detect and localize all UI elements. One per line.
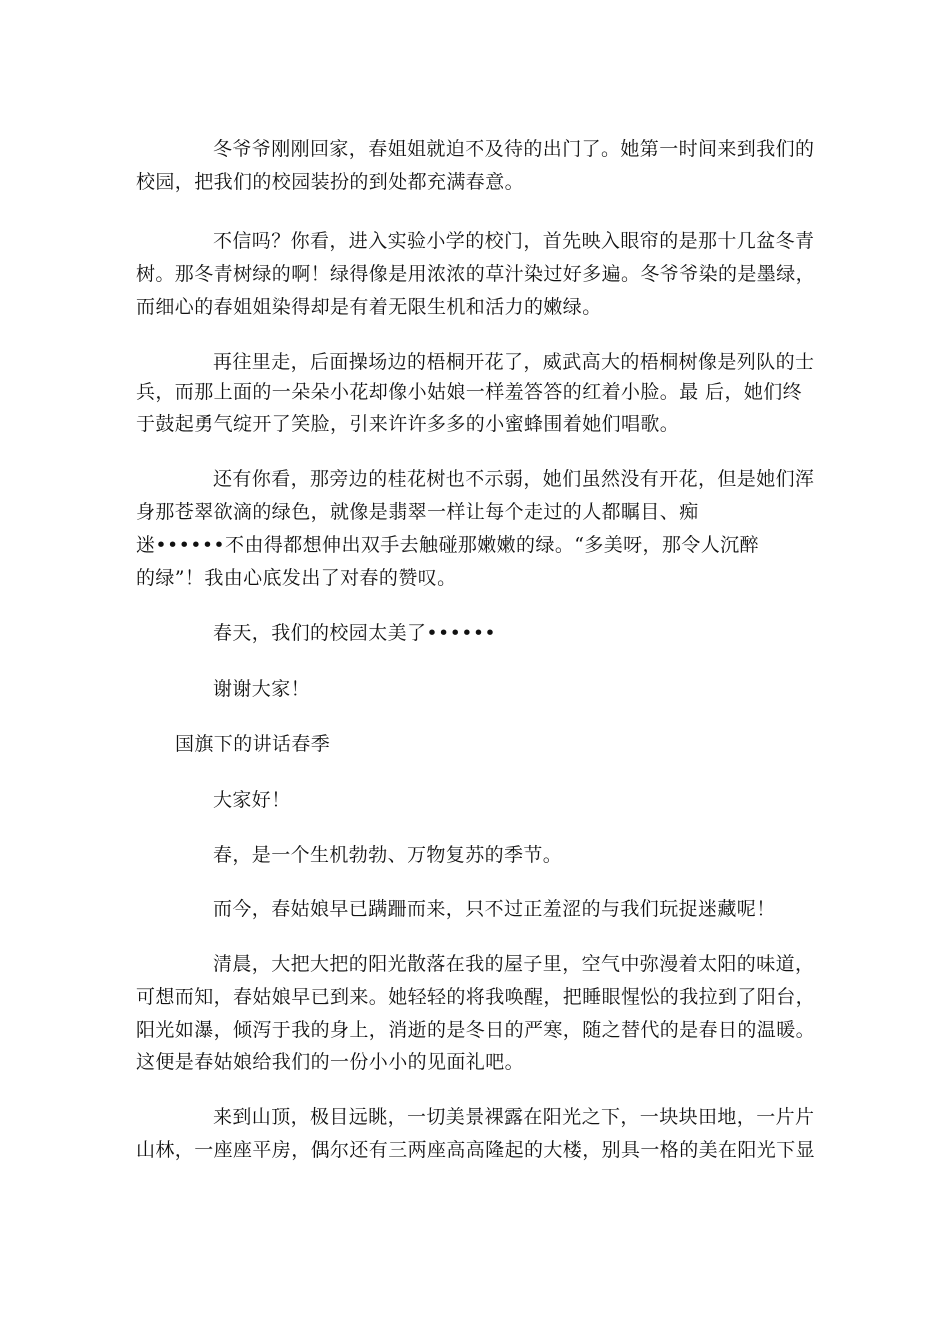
paragraph-2-line-3: 而细心的春姐姐染得却是有着无限生机和活力的嫩绿。 — [136, 296, 602, 318]
paragraph-10: 而今，春姑娘早已蹒跚而来，只不过正羞涩的与我们玩捉迷藏呢！ — [213, 898, 776, 920]
paragraph-5: 春天，我们的校园太美了•••••• — [213, 622, 497, 644]
section-heading: 国旗下的讲话春季 — [175, 733, 331, 755]
paragraph-12-line-2: 山林，一座座平房，偶尔还有三两座高高隆起的大楼，别具一格的美在阳光下显 — [136, 1139, 816, 1161]
paragraph-1-line-1: 冬爷爷刚刚回家，春姐姐就迫不及待的出门了。她第一时间来到我们的 — [213, 138, 815, 160]
paragraph-11-line-2: 可想而知，春姑娘早已到来。她轻轻的将我唤醒，把睡眼惺忪的我拉到了阳台， — [136, 986, 816, 1008]
paragraph-2-line-1: 不信吗？你看，进入实验小学的校门，首先映入眼帘的是那十几盆冬青 — [213, 230, 815, 252]
paragraph-3-line-3: 于鼓起勇气绽开了笑脸，引来许许多多的小蜜蜂围着她们唱歌。 — [136, 413, 680, 435]
paragraph-4-line-4: 的绿”！我由心底发出了对春的赞叹。 — [136, 567, 457, 589]
paragraph-3-line-2: 兵，而那上面的一朵朵小花却像小姑娘一样羞答答的红着小脸。最 后，她们终 — [136, 381, 803, 403]
paragraph-4-line-3: 迷••••••不由得都想伸出双手去触碰那嫩嫩的绿。“多美呀，那令人沉醉 — [136, 534, 759, 556]
paragraph-11-line-4: 这便是春姑娘给我们的一份小小的见面礼吧。 — [136, 1051, 525, 1073]
paragraph-9: 春，是一个生机勃勃、万物复苏的季节。 — [213, 844, 563, 866]
paragraph-11-line-1: 清晨，大把大把的阳光散落在我的屋子里，空气中弥漫着太阳的味道， — [213, 953, 815, 975]
paragraph-2-line-2: 树。那冬青树绿的啊！绿得像是用浓浓的草汁染过好多遍。冬爷爷染的是墨绿， — [136, 263, 816, 285]
greeting: 大家好！ — [213, 789, 291, 811]
paragraph-3-line-1: 再往里走，后面操场边的梧桐开花了，威武高大的梧桐树像是列队的士 — [213, 351, 815, 373]
paragraph-12-line-1: 来到山顶，极目远眺，一切美景裸露在阳光之下，一块块田地，一片片 — [213, 1106, 815, 1128]
paragraph-4-line-2: 身那苍翠欲滴的绿色，就像是翡翠一样让每个走过的人都瞩目、痴 — [136, 501, 699, 523]
paragraph-4-line-1: 还有你看，那旁边的桂花树也不示弱，她们虽然没有开花，但是她们浑 — [213, 468, 815, 490]
paragraph-11-line-3: 阳光如瀑，倾泻于我的身上，消逝的是冬日的严寒，随之替代的是春日的温暖。 — [136, 1019, 816, 1041]
paragraph-1-line-2: 校园，把我们的校园装扮的到处都充满春意。 — [136, 171, 525, 193]
paragraph-6: 谢谢大家！ — [213, 678, 311, 700]
